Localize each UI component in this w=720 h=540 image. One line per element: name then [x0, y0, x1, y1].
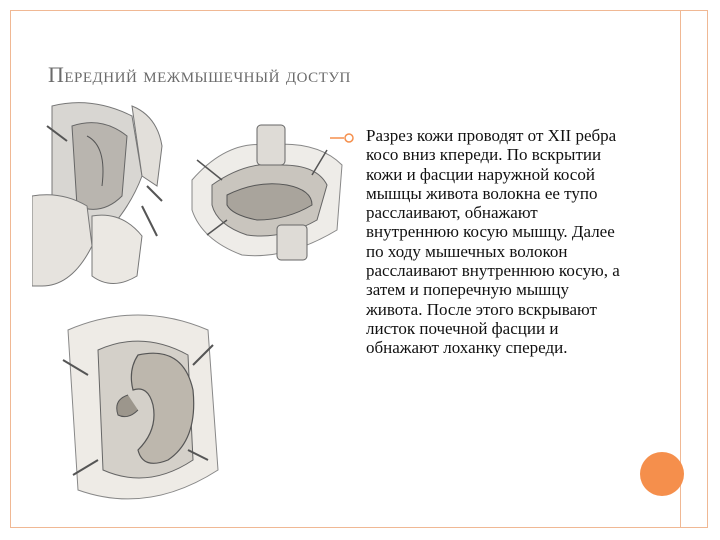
- slide-title: Передний межмышечный доступ: [48, 62, 351, 87]
- bullet-marker-icon: [330, 131, 358, 145]
- surgical-illustration-kidney-exposed: [58, 300, 222, 520]
- surgical-illustration-muscle-retraction: [187, 120, 347, 264]
- decorative-circle: [640, 452, 684, 496]
- surgical-illustration-skin-incision: [32, 96, 166, 293]
- slide-body-text: Разрез кожи проводят от XII ребра косо вниз кпереди. По вскрытии кожи и фасции наружной косой мышцы живота волокна ее тупо расслаивают, обнажают внутреннюю косую мышцу. Далее по ходу мышечных волокон расслаивают внутреннюю косую, а затем и поперечную мышцу живота. После этого вскрывают листок почечной фасции и обнажают лоханку спереди.: [366, 126, 620, 358]
- frame-right-rule: [680, 10, 681, 528]
